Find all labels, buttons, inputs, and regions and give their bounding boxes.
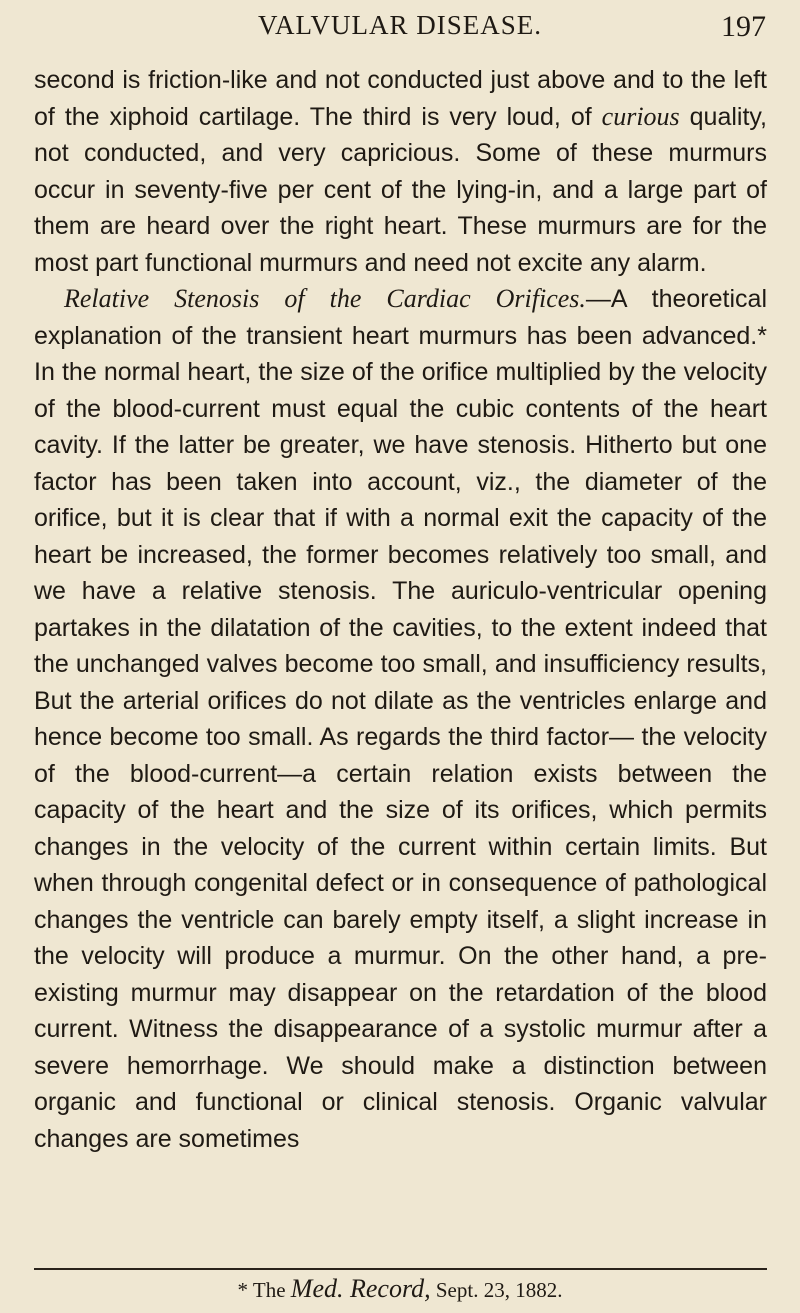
footnote-marker: * — [237, 1278, 249, 1302]
paragraph-2 — [34, 281, 767, 1157]
italic-word-curious: curious — [601, 101, 680, 131]
page-number: 197 — [721, 10, 766, 43]
paragraph-1-text: second is friction-like and not conducted just above and to the left of the xiphoid cartilage. The third is very loud, of — [34, 66, 767, 131]
footnote-source: Med. Record, — [290, 1274, 431, 1303]
footnote-reference-marker: * — [757, 321, 767, 350]
page-header — [0, 10, 800, 50]
paragraph-1-tail: quality, not conducted, and very capricious. Some of these murmurs occur in seventy-five per cent of the lying-in, and a large part of them are heard over the right heart. These murmurs are for the most part functional murmurs and need not excite any alarm. — [34, 102, 767, 277]
footnote-date: Sept. 23, 1882. — [430, 1278, 563, 1302]
paragraph-1 — [34, 62, 767, 281]
section-heading: Relative Stenosis of the Cardiac Orifices. — [64, 284, 586, 313]
footnote — [0, 1276, 800, 1303]
footnote-prefix: The — [248, 1278, 291, 1302]
paragraph-2-lead: —A theoretical explanation of the transient heart murmurs has been advanced. — [34, 285, 767, 350]
body-text — [34, 62, 767, 1157]
paragraph-2-text: In the normal heart, the size of the orifice multiplied by the velocity of the blood-current must equal the cubic contents of the heart cavity. If the latter be greater, we have stenosis. Hitherto but one factor has been taken into account, viz., the diameter of the orifice, but it is clear that if with a normal exit the capacity of the heart be increased, the former becomes relatively too small, and we have a relative stenosis. The auriculo-ventricular opening partakes in the dilatation of the cavities, to the extent indeed that the unchanged valves become too small, and insufficiency results, But the arterial orifices do not dilate as the ventricles enlarge and hence become too small. As regards the third factor— the velocity of the blood-current—a certain relation exists between the capacity of the heart and the size of its orifices, which permits changes in the velocity of the current within certain limits. But when through congenital defect or in consequence of pathological changes the ventricle can barely empty itself, a slight increase in the velocity will produce a murmur. On the other hand, a pre-existing murmur may disappear on the retardation of the blood current. Witness the disappearance of a systolic murmur after a severe hemorrhage. We should make a distinction between organic and functional or clinical stenosis. Organic valvular changes are sometimes — [34, 358, 767, 1153]
running-head: VALVULAR DISEASE. — [257, 10, 543, 40]
footnote-divider — [34, 1268, 767, 1270]
